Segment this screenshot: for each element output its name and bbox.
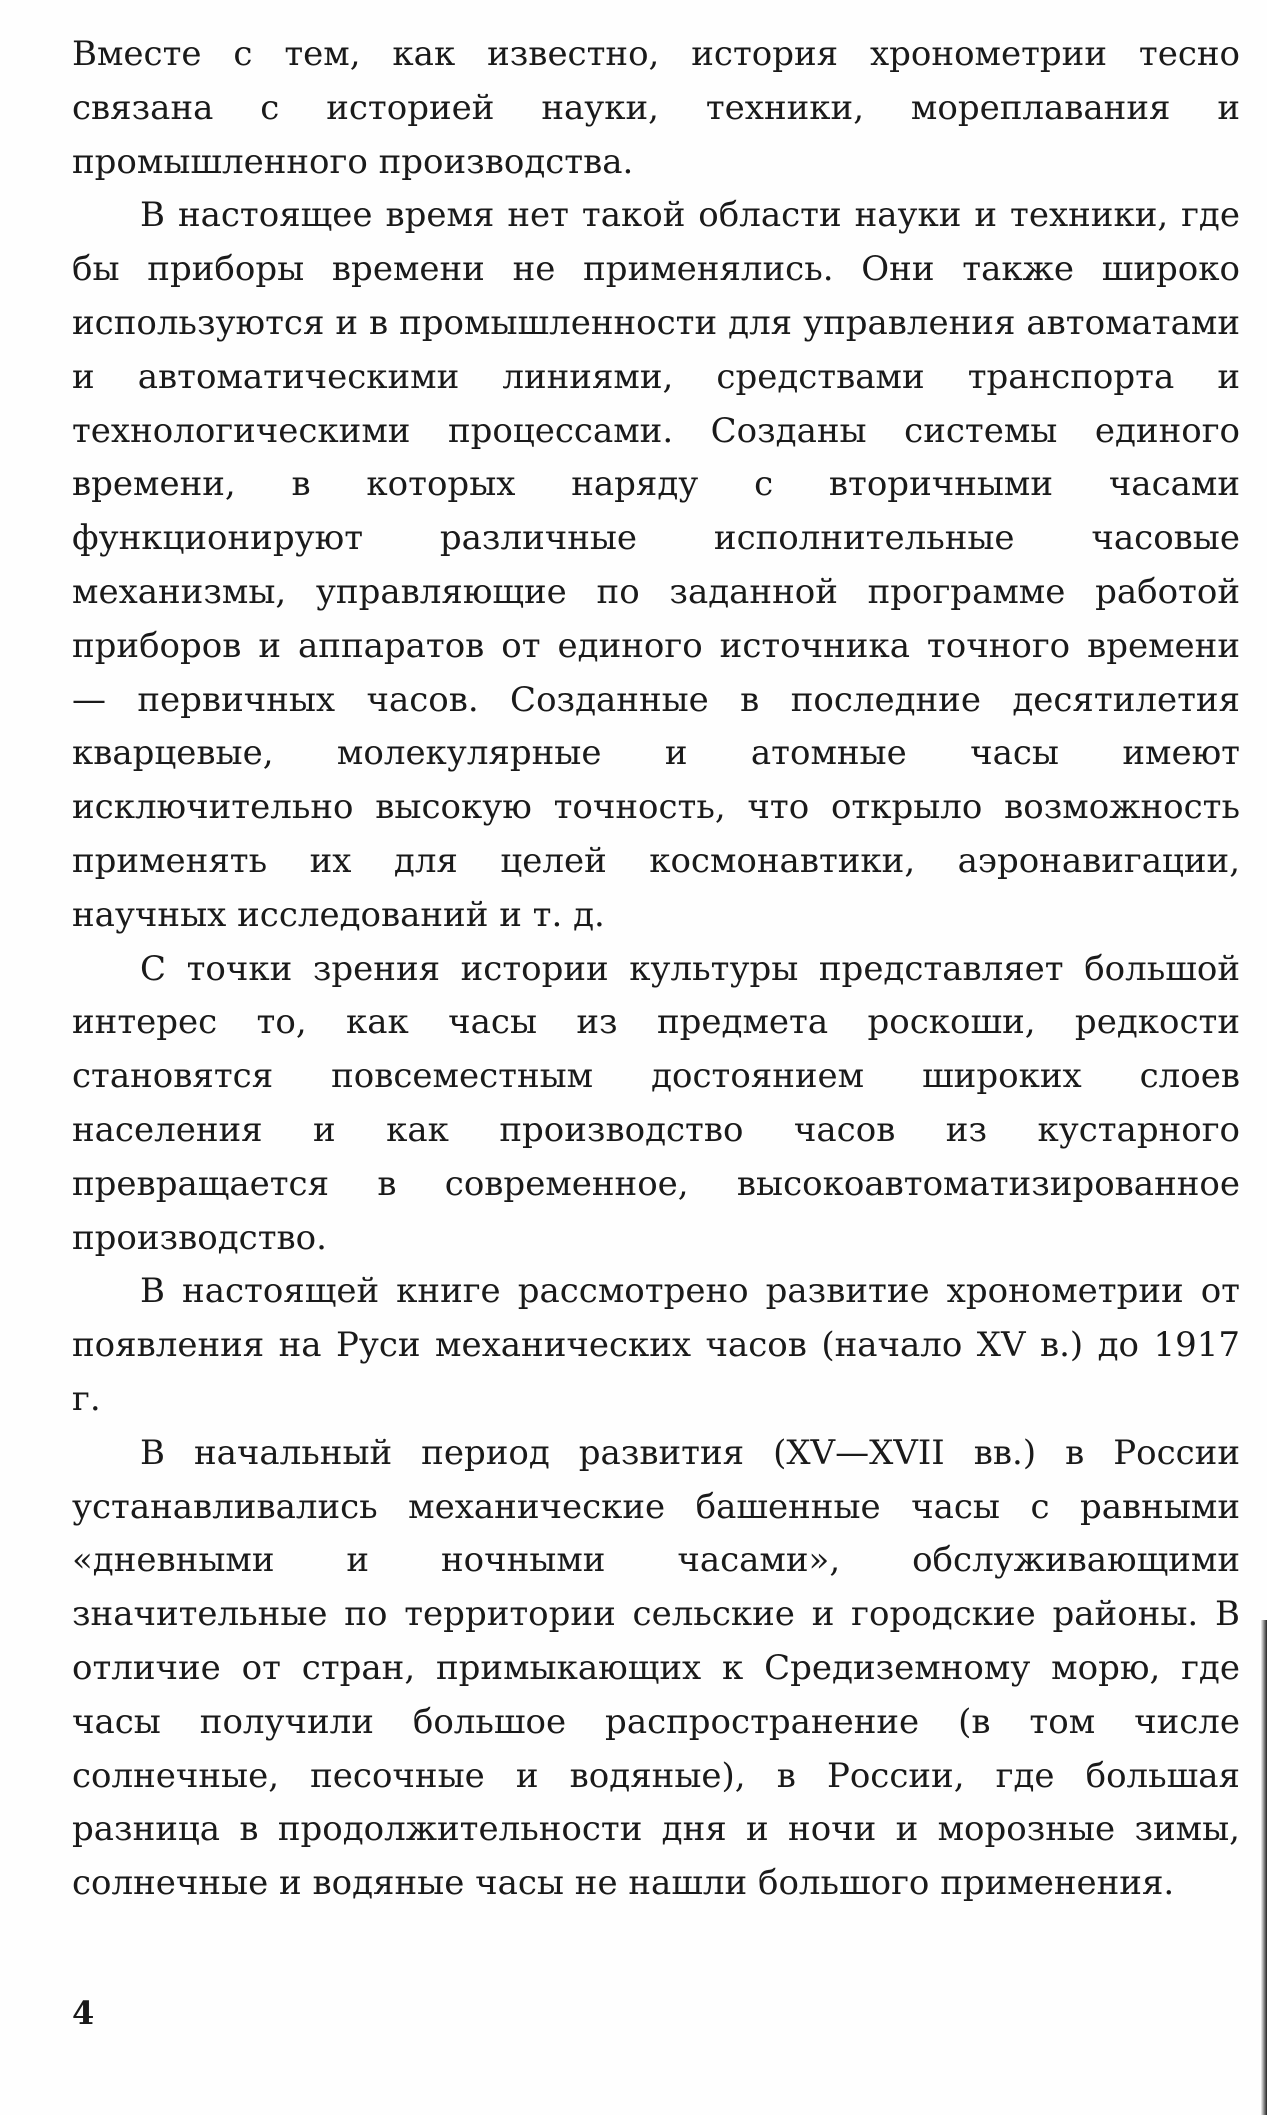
paragraph: Вместе с тем, как известно, история хронометрии тесно связана с историей науки, техники, мореплавания и промышленного производства. <box>72 34 1240 182</box>
paragraph: В настоящей книге рассмотрено развитие хронометрии от появления на Руси механических часов (начало XV в.) до 1917 г. <box>72 1271 1240 1419</box>
paragraph: С точки зрения истории культуры представляет большой интерес то, как часы из предмета роскоши, редкости становятся повсеместным достоянием широких слоев населения и как производство часов из кустарного превращается в современное, высокоавтоматизированное производство. <box>72 948 1240 1258</box>
page-number: 4 <box>72 1994 95 2032</box>
paragraph: В начальный период развития (XV—XVII вв.) в России устанавливались механические башенные часы с равными «дневными и ночными часами», обслуживающими значительные по территории сельские и городские районы. В отличие от стран, примыкающих к Средиземному морю, где часы получили большое распространение (в том числе солнечные, песочные и водяные), в России, где большая разница в продолжительности дня и ночи и морозные зимы, солнечные и водяные часы не нашли большого применения. <box>72 1432 1240 1904</box>
page-edge-shadow <box>1261 1620 1267 2115</box>
body-text <box>72 28 1240 1911</box>
paragraph: В настоящее время нет такой области науки и техники, где бы приборы времени не применялись. Они также широко используются и в промышленности для управления автоматами и автоматическими линиями, средствами транспорта и технологическими процессами. Созданы системы единого времени, в которых наряду с вторичными часами функционируют различные исполнительные часовые механизмы, управляющие по заданной программе работой приборов и аппаратов от единого источника точного времени — первичных часов. Созданные в последние десятилетия кварцевые, молекулярные и атомные часы имеют исключительно высокую точность, что открыло возможность применять их для целей космонавтики, аэронавигации, научных исследований и т. д. <box>72 195 1240 935</box>
